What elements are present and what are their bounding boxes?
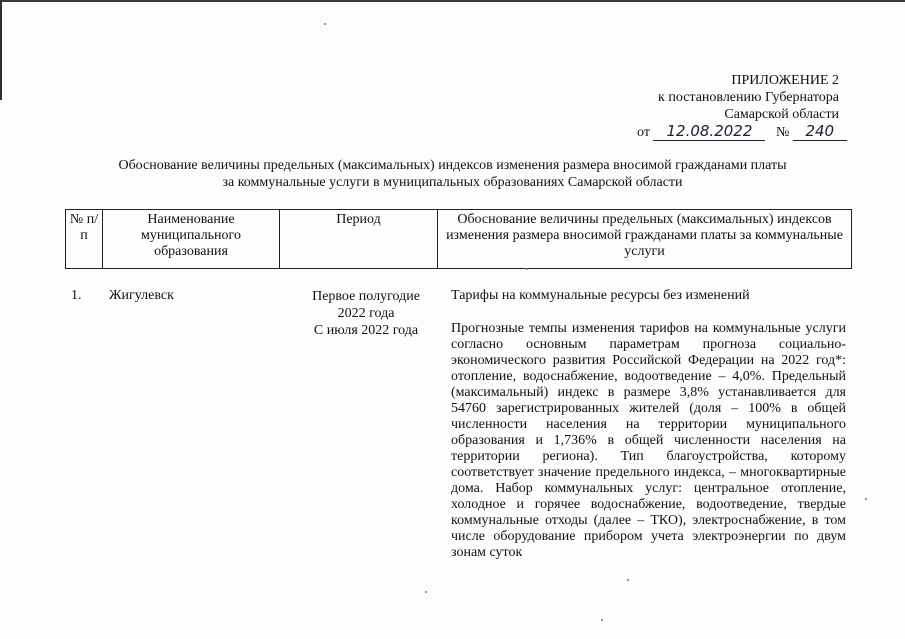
scan-speck <box>425 591 427 593</box>
row-justification <box>451 288 846 561</box>
scan-speck <box>526 268 528 270</box>
handwritten-number: 240 <box>793 122 847 141</box>
appendix-date-line <box>637 122 847 141</box>
header-number: № п/п <box>66 210 103 269</box>
appendix-title: ПРИЛОЖЕНИЕ 2 <box>731 73 839 88</box>
date-prefix: от <box>637 125 650 140</box>
scan-speck <box>324 23 326 25</box>
period-from-july: С июля 2022 года <box>313 323 419 338</box>
table-header-row <box>66 210 852 269</box>
handwritten-date: 12.08.2022 <box>653 122 765 141</box>
document-title-line-2: за коммунальные услуги в муниципальных образованиях Самарской области <box>222 175 683 190</box>
header-period: Период <box>280 210 438 269</box>
document-title-line-1: Обоснование величины предельных (максимальных) индексов изменения размера вносимой гражданами платы <box>118 158 787 173</box>
scan-edge-top <box>0 0 905 2</box>
justification-paragraph-1: Тарифы на коммунальные ресурсы без изменений <box>451 288 750 303</box>
scan-speck <box>601 619 603 621</box>
header-municipality: Наименование муниципального образования <box>103 210 280 269</box>
row-number: 1. <box>71 288 82 303</box>
row-municipality: Жигулевск <box>109 288 174 303</box>
scan-edge-left <box>0 0 2 100</box>
justification-paragraph-2: Прогнозные темпы изменения тарифов на коммунальные услуги согласно основным параметрам прогноза социально-экономического развития Российской Федерации на 2022 год*: отопление, водоснабжение, водоотведение – 4,0%. Предельный (максимальный) индекс в размере 3,8% устанавливается для 54760 зарегистрированных жителей (доля – 100% в общей численности населения на территории муниципального образования и 1,736% в общей численности населения на территории региона). Тип благоустройства, которому соответствует значение предельного индекса, – многоквартирные дома. Набор коммунальных услуг: центральное отопление, холодное и горячее водоснабжение, водоотведение, твердые коммунальные отходы (далее – ТКО), электроснабжение, в том числе оборудование прибором учета электроэнергии по двум зонам суток <box>451 321 846 560</box>
period-first-half: Первое полугодие 2022 года <box>312 289 420 321</box>
header-justification: Обоснование величины предельных (максимальных) индексов изменения размера вносимой гражданами платы за коммунальные услуги <box>438 210 852 269</box>
table-header <box>65 209 852 269</box>
appendix-header <box>579 72 839 123</box>
scan-speck <box>627 579 629 581</box>
row-period <box>298 288 434 339</box>
appendix-resolution-line: к постановлению Губернатора <box>658 90 839 105</box>
scan-speck <box>865 498 867 500</box>
document-title <box>60 157 845 191</box>
number-prefix: № <box>775 125 790 140</box>
appendix-region-line: Самарской области <box>724 107 839 122</box>
